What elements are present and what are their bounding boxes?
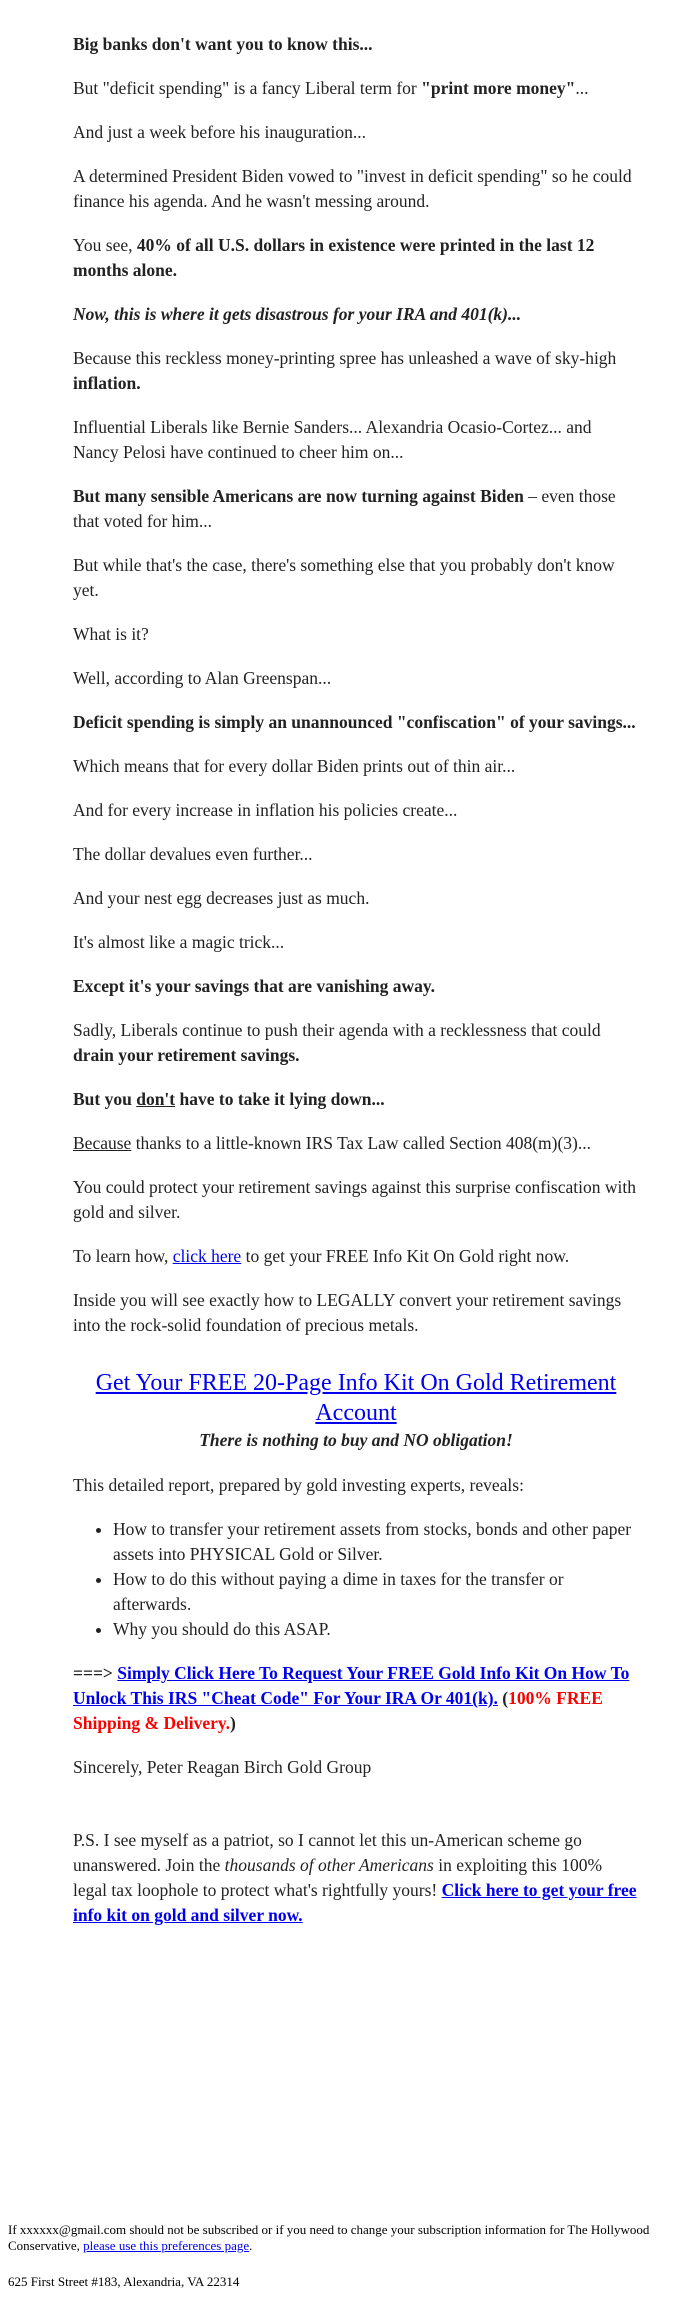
no-obligation-subhead: There is nothing to buy and NO obligation!: [199, 1430, 513, 1450]
list-item: • How to do this without paying a dime in taxes for the transfer or afterwards.: [113, 1567, 639, 1617]
paragraph: Except it's your savings that are vanishing away.: [73, 976, 436, 996]
signature: Sincerely, Peter Reagan Birch Gold Group: [73, 1757, 372, 1777]
paragraph: To learn how, click here to get your FREE Info Kit On Gold right now.: [73, 1246, 570, 1266]
benefits-list: [73, 1517, 639, 1642]
cta-paragraph: ===> Simply Click Here To Request Your FREE Gold Info Kit On How To Unlock This IRS "Cheat Code" For Your IRA Or 401(k). (100% FREE Shipping & Delivery.): [73, 1663, 630, 1733]
info-kit-headline: [73, 1368, 639, 1428]
paragraph: You see, 40% of all U.S. dollars in existence were printed in the last 12 months alone.: [73, 235, 595, 280]
paragraph: You could protect your retirement savings against this surprise confiscation with gold and silver.: [73, 1177, 636, 1222]
paragraph: Now, this is where it gets disastrous for your IRA and 401(k)...: [73, 304, 522, 324]
paragraph: A determined President Biden vowed to "invest in deficit spending" so he could finance his agenda. And he wasn't messing around.: [73, 166, 632, 211]
paragraph: And for every increase in inflation his policies create...: [73, 800, 458, 820]
paragraph: Which means that for every dollar Biden prints out of thin air...: [73, 756, 516, 776]
paragraph: But you don't have to take it lying down...: [73, 1089, 385, 1109]
paragraph: But "deficit spending" is a fancy Liberal term for "print more money"...: [73, 78, 589, 98]
subscription-notice: If xxxxxx@gmail.com should not be subscribed or if you need to change your subscription information for The Hollywood Conservative, please use this preferences page.: [8, 2222, 650, 2253]
email-body: [73, 0, 639, 1947]
paragraph: And your nest egg decreases just as much.: [73, 888, 370, 908]
paragraph: And just a week before his inauguration...: [73, 122, 367, 142]
click-here-link[interactable]: click here: [172, 1246, 242, 1266]
list-item: • How to transfer your retirement assets from stocks, bonds and other paper assets into PHYSICAL Gold or Silver.: [113, 1517, 639, 1567]
info-kit-headline-link[interactable]: Get Your FREE 20-Page Info Kit On Gold Retirement Account: [95, 1370, 617, 1426]
intro-line: Big banks don't want you to know this...: [73, 34, 373, 54]
paragraph: It's almost like a magic trick...: [73, 932, 285, 952]
request-info-kit-link[interactable]: Simply Click Here To Request Your FREE Gold Info Kit On How To Unlock This IRS "Cheat Code" For Your IRA Or 401(k).: [73, 1663, 630, 1708]
paragraph: Sadly, Liberals continue to push their agenda with a recklessness that could drain your retirement savings.: [73, 1020, 601, 1065]
paragraph: Because thanks to a little-known IRS Tax Law called Section 408(m)(3)...: [73, 1133, 591, 1153]
paragraph: But many sensible Americans are now turning against Biden – even those that voted for him...: [73, 486, 616, 531]
list-item: • Why you should do this ASAP.: [113, 1617, 639, 1642]
email-footer: [8, 2222, 692, 2290]
postscript: P.S. I see myself as a patriot, so I cannot let this un-American scheme go unanswered. Join the thousands of other Americans in exploiting this 100% legal tax loophole to protect what's rightfully yours! Click here to get your free info kit on gold and silver now.: [73, 1830, 637, 1925]
paragraph: What is it?: [73, 624, 149, 644]
mailing-address: 625 First Street #183, Alexandria, VA 22314: [8, 2274, 240, 2289]
preferences-page-link[interactable]: please use this preferences page: [83, 2238, 250, 2253]
paragraph: Influential Liberals like Bernie Sanders... Alexandria Ocasio-Cortez... and Nancy Pelosi have continued to cheer him on...: [73, 417, 592, 462]
paragraph: Deficit spending is simply an unannounced "confiscation" of your savings...: [73, 712, 636, 732]
paragraph: Well, according to Alan Greenspan...: [73, 668, 332, 688]
paragraph: Inside you will see exactly how to LEGALLY convert your retirement savings into the rock-solid foundation of precious metals.: [73, 1290, 622, 1335]
paragraph: Because this reckless money-printing spree has unleashed a wave of sky-high inflation.: [73, 348, 617, 393]
paragraph: The dollar devalues even further...: [73, 844, 313, 864]
paragraph: But while that's the case, there's something else that you probably don't know yet.: [73, 555, 615, 600]
paragraph: This detailed report, prepared by gold investing experts, reveals:: [73, 1475, 524, 1495]
free-info-kit-link[interactable]: Click here to get your free info kit on gold and silver now.: [73, 1880, 637, 1925]
